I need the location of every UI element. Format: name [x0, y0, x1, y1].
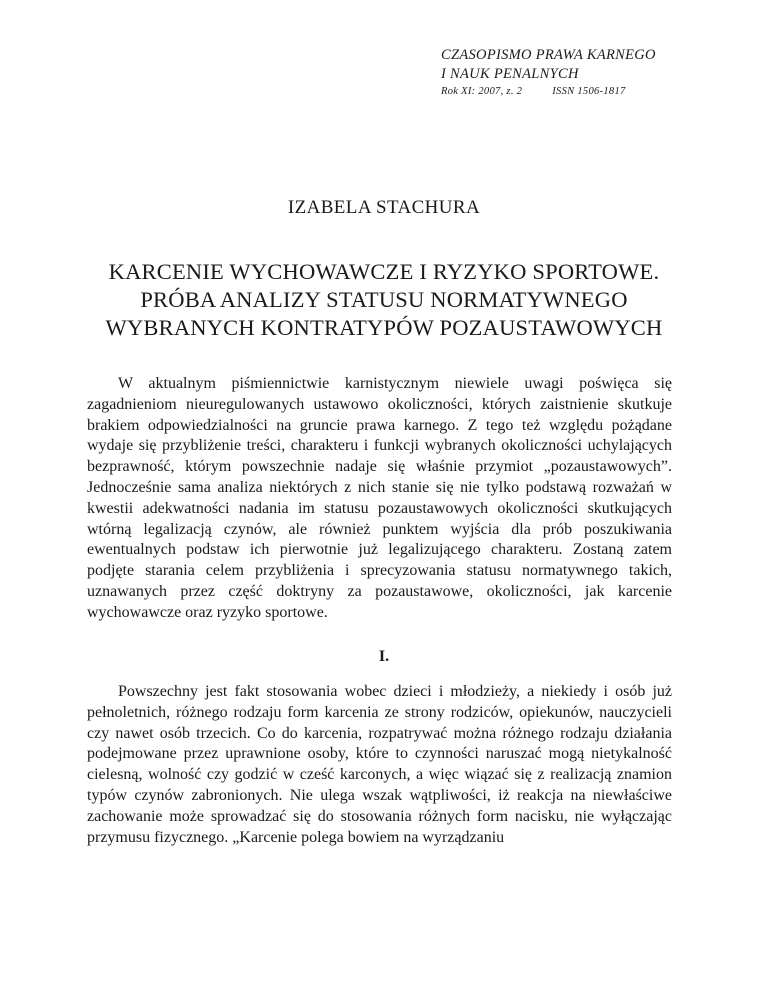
author-name: IZABELA STACHURA	[287, 197, 481, 218]
section-paragraph: Powszechny jest fakt stosowania wobec dzieci i młodzieży, a niekiedy i osób już pełnoletnich, różnego rodzaju form karcenia ze strony rodziców, opiekunów, nauczycieli czy nawet osób trzecich. Co do karcenia, rozpatrywać można różnego rodzaju działania podejmowane przez uprawnione osoby, które to czynności naruszać mogą nietykalność cielesną, wolność czy godzić w cześć karconych, a więc wiązać się z realizacją znamion typów czynów zabronionych. Nie ulega wszak wątpliwości, iż reakcja na niewłaściwe zachowanie może sprowadzać się do stosowania różnych form nacisku, nie wyłączając przymusu fizycznego. „Karcenie polega bowiem na wyrządzaniu	[87, 683, 672, 846]
journal-volume: Rok XI: 2007, z. 2	[441, 86, 523, 97]
journal-meta	[441, 85, 656, 99]
title-line-3: WYBRANYCH KONTRATYPÓW POZAUSTAWOWYCH	[105, 315, 663, 340]
intro-paragraph: W aktualnym piśmiennictwie karnistycznym niewiele uwagi poświęca się zagadnieniom nieuregulowanych ustawowo okoliczności, których zaistnienie skutkuje brakiem odpowiedzialności na gruncie prawa karnego. Z tego też względu pożądane wydaje się przybliżenie treści, charakteru i funkcji wybranych okoliczności uchylających bezprawność, którym powszechnie nadaje się właśnie przymiot „pozaustawowych”. Jednocześnie sama analiza niektórych z nich stanie się nie tylko podstawą rozważań w kwestii adekwatności nadania im statusu pozaustawowych okoliczności skutkujących wtórną legalizacją czynów, ale również punktem wyjścia dla prób poszukiwania ewentualnych podstaw ich pierwotnie już legalizującego charakteru. Zostaną zatem podjęte starania celem przybliżenia i sprecyzowania statusu normatywnego takich, uznawanych przez część doktryny za pozaustawowe, okoliczności, jak karcenie wychowawcze oraz ryzyko sportowe.	[87, 375, 672, 621]
journal-header	[441, 46, 656, 99]
journal-name-line-1: CZASOPISMO PRAWA KARNEGO	[441, 47, 656, 63]
title-line-2: PRÓBA ANALIZY STATUSU NORMATYWNEGO	[140, 287, 628, 312]
title-line-1: KARCENIE WYCHOWAWCZE I RYZYKO SPORTOWE.	[108, 259, 660, 284]
journal-issn: ISSN 1506-1817	[552, 86, 626, 97]
section-heading: I.	[378, 648, 390, 665]
journal-name-line-2: I NAUK PENALNYCH	[441, 66, 579, 82]
article-title	[60, 258, 708, 342]
